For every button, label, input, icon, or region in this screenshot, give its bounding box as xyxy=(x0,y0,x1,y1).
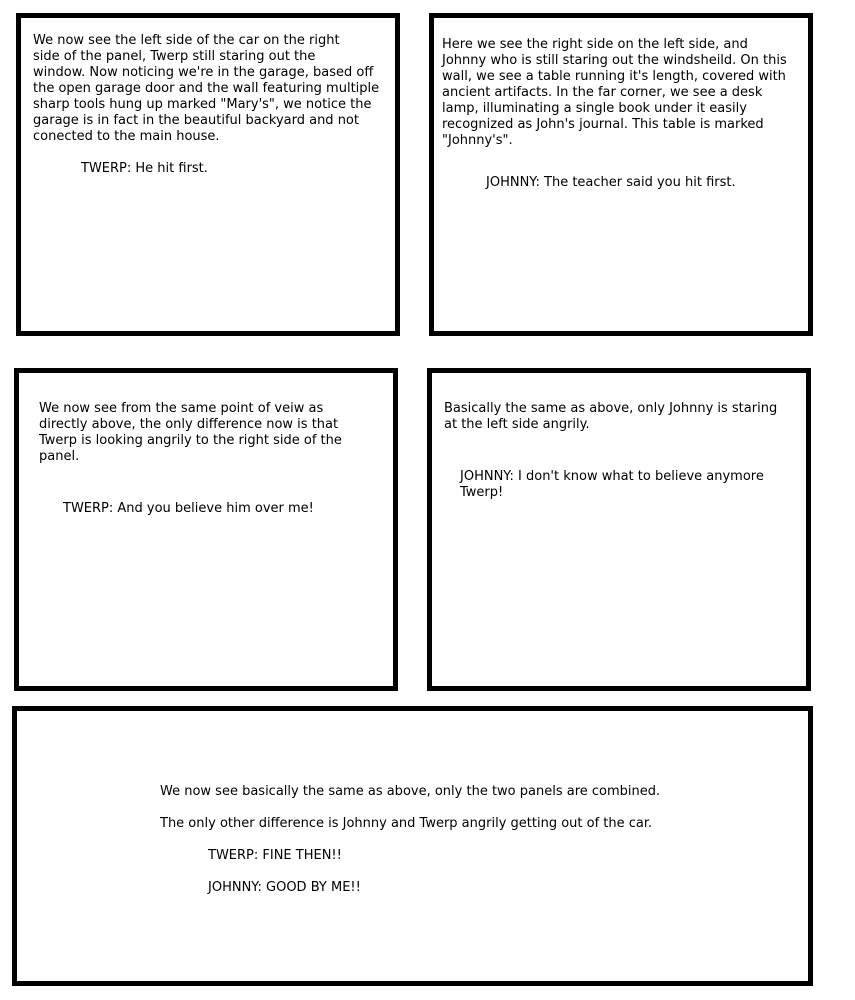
panel-dialogue-johnny: JOHNNY: GOOD BY ME!! xyxy=(208,880,361,895)
panel-dialogue: JOHNNY: I don't know what to believe anymore Twerp! xyxy=(460,469,764,500)
panel-dialogue: TWERP: He hit first. xyxy=(81,161,208,176)
comic-panel-4 xyxy=(427,368,811,691)
comic-panel-5 xyxy=(12,706,813,986)
comic-panel-1 xyxy=(16,13,400,336)
panel-description-line-2: The only other difference is Johnny and Twerp angrily getting out of the car. xyxy=(160,816,653,831)
panel-description-line-1: We now see basically the same as above, only the two panels are combined. xyxy=(160,784,661,799)
panel-dialogue-twerp: TWERP: FINE THEN!! xyxy=(208,848,342,863)
comic-panel-3 xyxy=(14,368,398,691)
panel-description: Here we see the right side on the left side, and Johnny who is still staring out the windsheild. On this wall, we see a table running it's length, covered with ancient artifacts. In the far corner, we see a desk lamp, illuminating a single book under it easily recognized as John's journal. This table is marked "Johnny's". xyxy=(442,37,787,148)
panel-description: We now see from the same point of veiw as directly above, the only difference now is that Twerp is looking angrily to the right side of the panel. xyxy=(39,401,342,464)
panel-dialogue: JOHNNY: The teacher said you hit first. xyxy=(486,175,736,190)
panel-description: Basically the same as above, only Johnny is staring at the left side angrily. xyxy=(444,401,778,432)
panel-dialogue: TWERP: And you believe him over me! xyxy=(63,501,314,516)
panel-description: We now see the left side of the car on the right side of the panel, Twerp still staring out the window. Now noticing we're in the garage, based off the open garage door and the wall featuring multiple sharp tools hung up marked "Mary's", we notice the garage is in fact in the beautiful backyard and not conected to the main house. xyxy=(33,33,380,144)
comic-panel-2 xyxy=(429,13,813,336)
